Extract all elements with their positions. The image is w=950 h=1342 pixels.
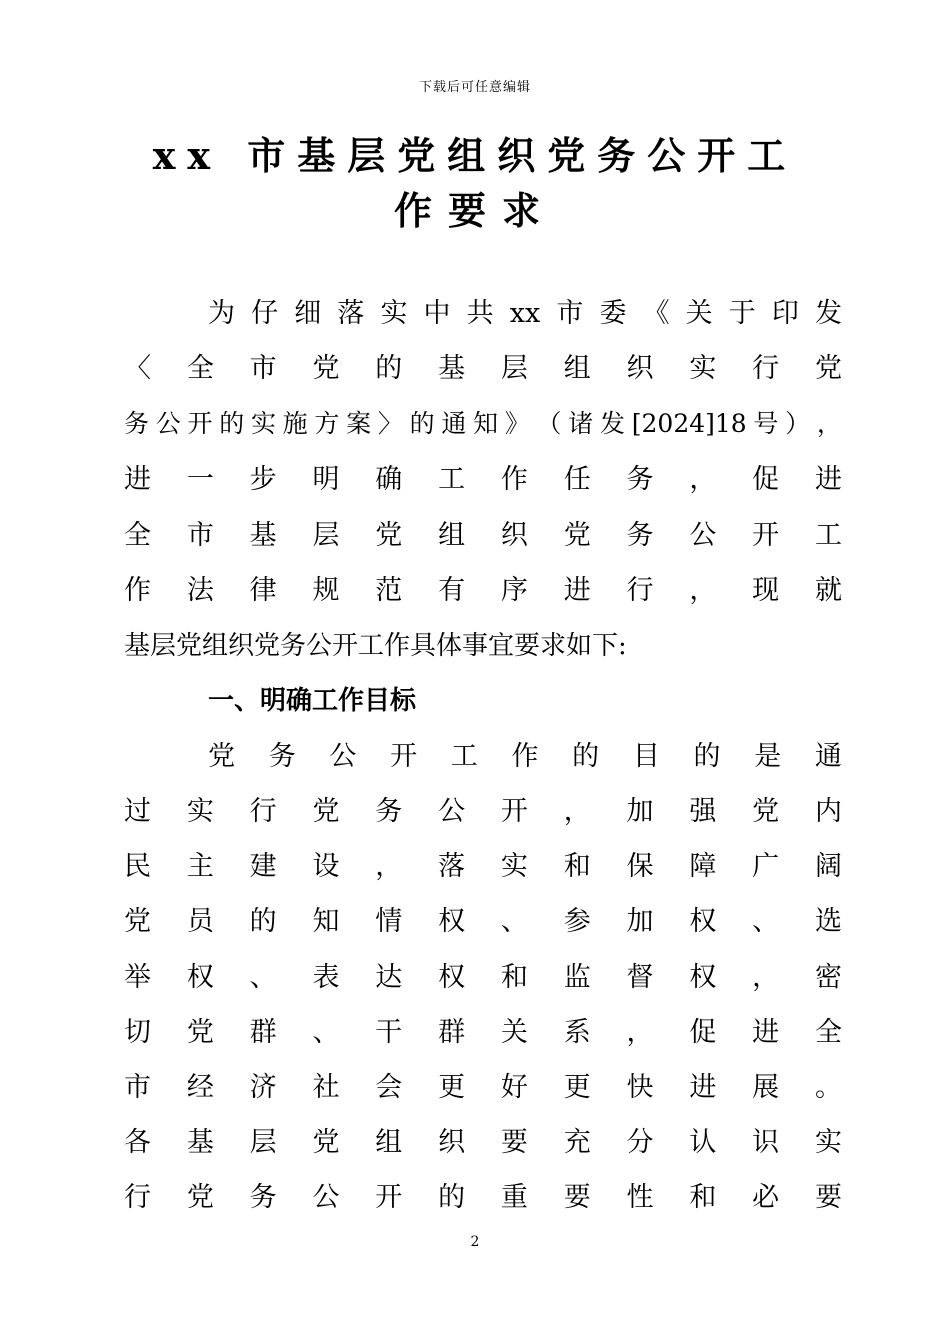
text-glyph: 认 bbox=[689, 1127, 717, 1158]
text-glyph: 党 bbox=[312, 353, 340, 384]
paragraph-1-line bbox=[208, 296, 842, 332]
text-glyph: 市 bbox=[249, 353, 277, 384]
text-glyph: 公 bbox=[329, 741, 357, 772]
text-glyph: 和 bbox=[563, 851, 591, 882]
text-glyph: 实 bbox=[380, 298, 408, 329]
text-glyph: 民 bbox=[124, 851, 151, 882]
text-glyph: 知 bbox=[473, 409, 499, 438]
text-glyph: 主 bbox=[186, 851, 214, 882]
text-glyph: 的 bbox=[438, 1182, 466, 1213]
text-glyph: 现 bbox=[752, 575, 780, 606]
text-glyph: 开 bbox=[187, 409, 213, 438]
paragraph-2-line bbox=[124, 794, 842, 830]
text-glyph: 设 bbox=[312, 851, 340, 882]
text-glyph: 是 bbox=[754, 741, 782, 772]
text-glyph: 全 bbox=[124, 520, 151, 551]
text-glyph: 党 bbox=[563, 520, 591, 551]
text-glyph: ） bbox=[785, 409, 811, 438]
text-glyph: 和 bbox=[500, 962, 528, 993]
document-title-line-2: 作要求 bbox=[393, 188, 556, 233]
text-glyph: 干 bbox=[375, 1017, 403, 1048]
text-glyph: 》 bbox=[504, 409, 530, 438]
text-glyph: ， bbox=[626, 1017, 654, 1048]
text-glyph: 落 bbox=[337, 298, 365, 329]
text-glyph: 党 bbox=[124, 906, 151, 937]
text-glyph: 开 bbox=[752, 520, 780, 551]
paragraph-1-line bbox=[124, 406, 842, 442]
text-glyph: 《 bbox=[642, 298, 670, 329]
text-glyph: 权 bbox=[689, 962, 717, 993]
text-glyph: 实 bbox=[689, 353, 717, 384]
text-glyph: 行 bbox=[626, 575, 654, 606]
text-glyph: 施 bbox=[282, 409, 308, 438]
text-glyph: 一 bbox=[186, 464, 214, 495]
text-glyph: 进 bbox=[752, 1017, 780, 1048]
text-glyph: 性 bbox=[626, 1182, 654, 1213]
paragraph-2-line bbox=[124, 1180, 842, 1216]
text-glyph: 实 bbox=[814, 1127, 842, 1158]
text-glyph: 必 bbox=[752, 1182, 780, 1213]
text-glyph: 的 bbox=[219, 409, 245, 438]
text-glyph: 党 bbox=[186, 1182, 214, 1213]
text-glyph: 广 bbox=[752, 851, 780, 882]
text-glyph: 序 bbox=[500, 575, 528, 606]
text-glyph: 选 bbox=[814, 906, 842, 937]
text-glyph: 通 bbox=[441, 409, 467, 438]
text-glyph: 规 bbox=[312, 575, 340, 606]
text-glyph: 范 bbox=[375, 575, 403, 606]
text-glyph: 权 bbox=[186, 962, 214, 993]
text-glyph: 全 bbox=[814, 1017, 842, 1048]
text-glyph: 于 bbox=[728, 298, 756, 329]
text-glyph: 党 bbox=[186, 1017, 214, 1048]
text-glyph: 进 bbox=[814, 464, 842, 495]
text-glyph: 要 bbox=[814, 1182, 842, 1213]
text-glyph: 党 bbox=[814, 353, 842, 384]
text-glyph: 案 bbox=[346, 409, 372, 438]
text-glyph: 参 bbox=[563, 906, 591, 937]
text-glyph: 权 bbox=[438, 962, 466, 993]
text-glyph: 更 bbox=[563, 1072, 591, 1103]
text-glyph: 层 bbox=[249, 1127, 277, 1158]
text-glyph: 党 bbox=[208, 741, 235, 772]
section-heading: 一、明确工作目标 bbox=[208, 686, 417, 716]
text-glyph: 各 bbox=[124, 1127, 151, 1158]
text-glyph: 行 bbox=[249, 796, 277, 827]
text-glyph: 要 bbox=[500, 1127, 528, 1158]
text-glyph: 更 bbox=[438, 1072, 466, 1103]
text-glyph: ， bbox=[816, 409, 842, 438]
paragraph-2-line bbox=[124, 849, 842, 885]
text-glyph: 、 bbox=[249, 962, 277, 993]
text-glyph: 实 bbox=[250, 409, 276, 438]
text-glyph: 内 bbox=[814, 796, 842, 827]
text-glyph: 强 bbox=[689, 796, 717, 827]
text-glyph: 〈 bbox=[124, 353, 151, 384]
text-glyph: 加 bbox=[626, 906, 654, 937]
text-glyph: 任 bbox=[563, 464, 591, 495]
text-glyph: 党 bbox=[375, 520, 403, 551]
text-glyph: 行 bbox=[124, 1182, 151, 1213]
text-glyph: 群 bbox=[249, 1017, 277, 1048]
text-glyph: 公 bbox=[438, 796, 466, 827]
text-glyph: 确 bbox=[375, 464, 403, 495]
text-glyph: 会 bbox=[375, 1072, 403, 1103]
text-glyph: 务 bbox=[375, 796, 403, 827]
text-glyph: 关 bbox=[500, 1017, 528, 1048]
text-glyph: 基 bbox=[186, 1127, 214, 1158]
page-header: 下载后可任意编辑 bbox=[418, 80, 531, 95]
text-glyph: 务 bbox=[249, 1182, 277, 1213]
text-glyph: 就 bbox=[814, 575, 842, 606]
text-glyph: 务 bbox=[124, 409, 150, 438]
text-glyph: 经 bbox=[186, 1072, 214, 1103]
text-glyph: 工 bbox=[450, 741, 478, 772]
text-glyph: 党 bbox=[312, 1127, 340, 1158]
text-glyph: ， bbox=[752, 962, 780, 993]
text-glyph: 权 bbox=[689, 906, 717, 937]
text-glyph: 的 bbox=[249, 906, 277, 937]
text-glyph: 社 bbox=[312, 1072, 340, 1103]
text-glyph: 务 bbox=[268, 741, 296, 772]
text-glyph: 织 bbox=[438, 1127, 466, 1158]
text-glyph: 仔 bbox=[251, 298, 279, 329]
paragraph-1-line bbox=[124, 573, 842, 609]
text-glyph: 工 bbox=[814, 520, 842, 551]
text-glyph: 充 bbox=[563, 1127, 591, 1158]
text-glyph: 中 bbox=[423, 298, 451, 329]
text-glyph: xx bbox=[509, 298, 541, 329]
paragraph-2-line bbox=[124, 904, 842, 940]
text-glyph: 基 bbox=[438, 353, 466, 384]
text-glyph: 促 bbox=[752, 464, 780, 495]
paragraph-2-line bbox=[124, 1125, 842, 1161]
text-glyph: 切 bbox=[124, 1017, 151, 1048]
text-glyph: 基 bbox=[249, 520, 277, 551]
text-glyph: 、 bbox=[500, 906, 528, 937]
text-glyph: 明 bbox=[312, 464, 340, 495]
text-glyph: ， bbox=[689, 464, 717, 495]
text-glyph: 律 bbox=[249, 575, 277, 606]
text-glyph: 细 bbox=[294, 298, 322, 329]
text-glyph: 落 bbox=[438, 851, 466, 882]
text-glyph: 组 bbox=[563, 353, 591, 384]
text-glyph: 党 bbox=[752, 796, 780, 827]
text-glyph: 组 bbox=[438, 520, 466, 551]
paragraph-2-line bbox=[124, 960, 842, 996]
text-glyph: 〉 bbox=[377, 409, 403, 438]
text-glyph: 达 bbox=[375, 962, 403, 993]
text-glyph: 建 bbox=[249, 851, 277, 882]
text-glyph: 有 bbox=[438, 575, 466, 606]
text-glyph: 保 bbox=[626, 851, 654, 882]
text-glyph: 作 bbox=[500, 464, 528, 495]
page-number: 2 bbox=[470, 1234, 480, 1250]
text-glyph: 监 bbox=[563, 962, 591, 993]
text-glyph: 党 bbox=[312, 796, 340, 827]
text-glyph: 员 bbox=[186, 906, 214, 937]
text-glyph: 的 bbox=[409, 409, 435, 438]
text-glyph: 。 bbox=[814, 1072, 842, 1103]
text-glyph: 市 bbox=[124, 1072, 151, 1103]
text-glyph: 发 bbox=[815, 298, 842, 329]
text-glyph: 的 bbox=[375, 353, 403, 384]
text-glyph: 进 bbox=[124, 464, 151, 495]
text-glyph: 为 bbox=[208, 298, 235, 329]
text-glyph: 作 bbox=[511, 741, 539, 772]
text-glyph: 发 bbox=[600, 409, 626, 438]
text-glyph: 进 bbox=[689, 1072, 717, 1103]
text-glyph: 、 bbox=[312, 1017, 340, 1048]
text-glyph: 委 bbox=[599, 298, 627, 329]
paragraph-2-line bbox=[124, 1015, 842, 1051]
text-glyph: 实 bbox=[186, 796, 214, 827]
text-glyph: 进 bbox=[563, 575, 591, 606]
text-glyph: 工 bbox=[438, 464, 466, 495]
text-glyph: 市 bbox=[556, 298, 584, 329]
text-glyph: 公 bbox=[155, 409, 181, 438]
text-glyph: 快 bbox=[626, 1072, 654, 1103]
text-glyph: 作 bbox=[124, 575, 151, 606]
text-glyph: 促 bbox=[689, 1017, 717, 1048]
text-glyph: 过 bbox=[124, 796, 151, 827]
text-glyph: 障 bbox=[689, 851, 717, 882]
text-glyph: 步 bbox=[249, 464, 277, 495]
text-glyph: 关 bbox=[685, 298, 713, 329]
text-glyph: 识 bbox=[752, 1127, 780, 1158]
text-glyph: 通 bbox=[814, 741, 842, 772]
text-glyph: 诸 bbox=[568, 409, 594, 438]
text-glyph: 开 bbox=[500, 796, 528, 827]
text-glyph: 表 bbox=[312, 962, 340, 993]
text-glyph: 号 bbox=[753, 409, 779, 438]
text-glyph: 全 bbox=[186, 353, 214, 384]
text-glyph: 务 bbox=[626, 520, 654, 551]
text-glyph: 公 bbox=[312, 1182, 340, 1213]
text-glyph: 情 bbox=[375, 906, 403, 937]
text-glyph: 印 bbox=[771, 298, 799, 329]
text-glyph: 阔 bbox=[814, 851, 842, 882]
text-glyph: 加 bbox=[626, 796, 654, 827]
text-glyph: 层 bbox=[312, 520, 340, 551]
text-glyph: 公 bbox=[689, 520, 717, 551]
text-glyph: ， bbox=[375, 851, 403, 882]
text-glyph: 市 bbox=[186, 520, 214, 551]
text-glyph: 权 bbox=[438, 906, 466, 937]
text-glyph: 方 bbox=[314, 409, 340, 438]
text-glyph: 和 bbox=[689, 1182, 717, 1213]
text-glyph: ， bbox=[689, 575, 717, 606]
text-glyph: 的 bbox=[572, 741, 600, 772]
text-glyph: 、 bbox=[752, 906, 780, 937]
text-glyph: 督 bbox=[626, 962, 654, 993]
text-glyph: 举 bbox=[124, 962, 151, 993]
text-glyph: 层 bbox=[500, 353, 528, 384]
text-glyph: （ bbox=[536, 409, 562, 438]
text-glyph: 法 bbox=[186, 575, 214, 606]
text-glyph: ， bbox=[563, 796, 591, 827]
text-glyph: [2024]18 bbox=[631, 409, 747, 438]
paragraph-1-line bbox=[124, 518, 842, 554]
text-glyph: 重 bbox=[500, 1182, 528, 1213]
text-glyph: 系 bbox=[563, 1017, 591, 1048]
text-glyph: 共 bbox=[466, 298, 494, 329]
paragraph-2-line bbox=[124, 1070, 842, 1106]
text-glyph: 务 bbox=[626, 464, 654, 495]
paragraph-1-line bbox=[124, 351, 842, 387]
text-glyph: 济 bbox=[249, 1072, 277, 1103]
text-glyph: 行 bbox=[752, 353, 780, 384]
paragraph-1-line bbox=[124, 462, 842, 498]
text-glyph: 的 bbox=[693, 741, 721, 772]
text-glyph: 分 bbox=[626, 1127, 654, 1158]
paragraph-1-line: 基层党组织党务公开工作具体事宜要求如下: bbox=[124, 631, 627, 661]
text-glyph: 组 bbox=[375, 1127, 403, 1158]
text-glyph: 织 bbox=[626, 353, 654, 384]
text-glyph: 要 bbox=[563, 1182, 591, 1213]
document-title-line-1: xx 市基层党组织党务公开工 bbox=[152, 133, 798, 178]
text-glyph: 密 bbox=[814, 962, 842, 993]
text-glyph: 目 bbox=[632, 741, 660, 772]
text-glyph: 群 bbox=[438, 1017, 466, 1048]
text-glyph: 展 bbox=[752, 1072, 780, 1103]
paragraph-2-line bbox=[208, 739, 842, 775]
text-glyph: 织 bbox=[500, 520, 528, 551]
text-glyph: 开 bbox=[390, 741, 418, 772]
text-glyph: 好 bbox=[500, 1072, 528, 1103]
text-glyph: 知 bbox=[312, 906, 340, 937]
text-glyph: 开 bbox=[375, 1182, 403, 1213]
text-glyph: 实 bbox=[500, 851, 528, 882]
